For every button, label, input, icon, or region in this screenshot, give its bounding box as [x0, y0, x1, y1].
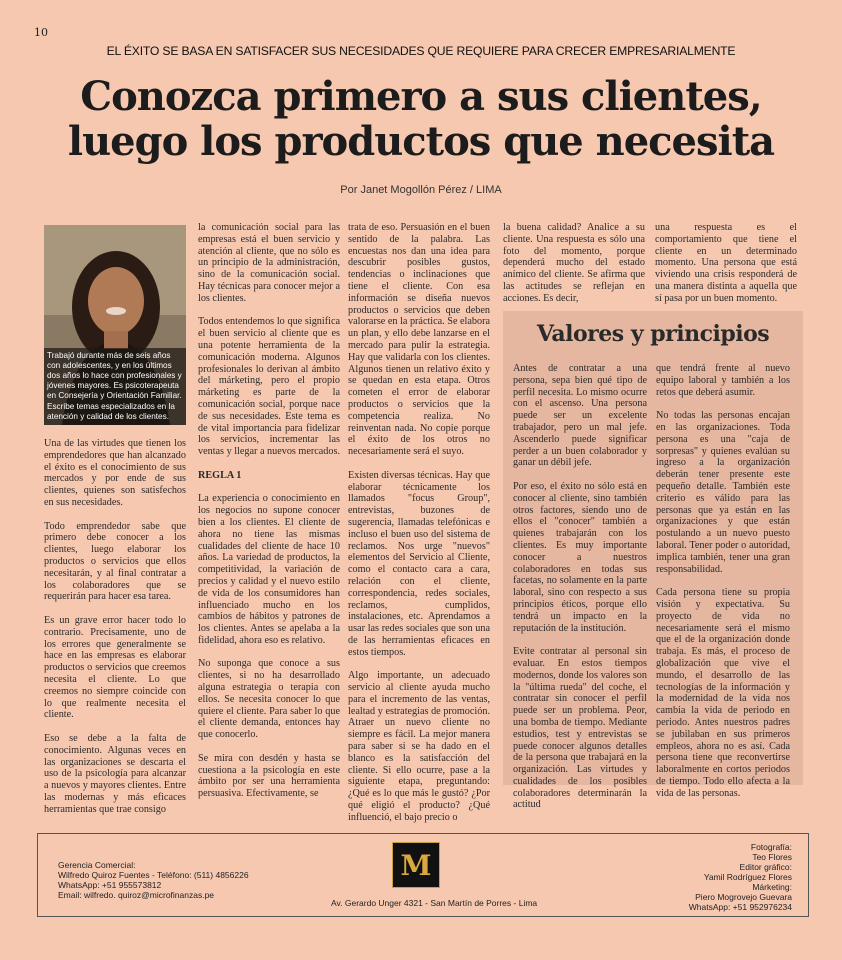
- paragraph: Se mira con desdén y hasta se cuestiona a la psicología en este ámbito por ser una herramienta persuasiva. Efectivamente, se: [198, 752, 340, 800]
- paragraph: No todas las personas encajan en las organizaciones. Toda persona es una "caja de sorpresas" y quienes evalúan su ingreso a la organización deberán tener presente este pequeño detalle. También este criterio es válido para las personas que ya están en las organizaciones y que están postulando a un nuevo puesto laboral. Tener poder o autoridad, implica también, tener una gran responsabilidad.: [656, 410, 790, 575]
- footer-credits: [37, 833, 809, 917]
- footer-commercial-info: [58, 860, 249, 900]
- section-heading: REGLA 1: [198, 469, 242, 481]
- headline-line-2: luego los productos que necesita: [67, 118, 775, 165]
- paragraph: Por eso, el éxito no sólo está en conocer al cliente, sino también otros factores, siendo uno de ellos el "conocer" también a quienes trabajarán con los clientes. Es muy importante conocer a nuestros colaboradores en todas sus facetas, no solamente en la parte laboral, sino con respecto a sus principios éticos, porque ello tendrá un impacto en la reputación de la institución.: [513, 480, 647, 634]
- article-column-3: [348, 222, 490, 835]
- paragraph: Una de las virtudes que tienen los emprendedores que han alcanzado el éxito es el conocimiento de sus mercados y por ende de sus clientes, quienes son satisfechos en sus necesidades.: [44, 438, 186, 508]
- paragraph: la comunicación social para las empresas está el buen servicio y atención al cliente, que no sólo es un principio de la administración, sino de la comunicación social. Hay técnicas para conocer mejor a los clientes.: [198, 222, 340, 304]
- paragraph: Es un grave error hacer todo lo contrario. Precisamente, uno de los errores que generalmente se hace en las empresas es elaborar productos o servicios que creemos necesita el cliente. Lo que creemos no siempre coincide con lo que realmente necesita el cliente.: [44, 614, 186, 721]
- kicker: EL ÉXITO SE BASA EN SATISFACER SUS NECESIDADES QUE REQUIERE PARA CRECER EMPRESARIALMENTE: [106, 44, 736, 58]
- footer-line: Fotografía:: [750, 842, 792, 852]
- paragraph: Eso se debe a la falta de conocimiento. Algunas veces en las organizaciones se descarta el uso de la psicología para alcanzar a nuevos y mayores clientes. Entre las modernas y más eficaces herramientas que trae consigo: [44, 732, 186, 815]
- footer-staff-credits: [689, 842, 792, 912]
- page-number: 10: [34, 26, 48, 39]
- paragraph: Todos entendemos lo que significa el buen servicio al cliente que es una potente herramienta de la comunicación moderna. Algunos profesionales lo derivan al ámbito del márketing, pero el propio márketing es parte de la comunicación social, porque nace de sus necesidades. Este tema es de vital importancia para fidelizar los servicios, incrementar las ventas y llegar a nuevos mercados.: [198, 316, 341, 458]
- paragraph: La experiencia o conocimiento en los negocios no supone conocer bien a los clientes. El cliente de ahora no tiene las mismas cualidades del cliente de hace 10 años. La variedad de productos, la competitividad, la variación de precios y calidad y el nuevo estilo de vida de los consumidores han influenciado mucho en los cambios de hábitos y patrones de los clientes. Antes se apelaba a la fidelidad, ahora eso es relativo.: [198, 493, 340, 646]
- paragraph: que tendrá frente al nuevo equipo laboral y también a los retos que deberá asumir.: [656, 363, 790, 398]
- photo-caption: Trabajó durante más de seis años con adolescentes, y en los últimos dos años lo hace con profesionales y jóvenes mayores. Es psicoterapeuta en Consejería y Orientación Familiar. Escribe temas especializados en la atención y calidad de los clientes.: [44, 348, 186, 425]
- article-column-2: [198, 222, 340, 812]
- sidebar-title: Valores y principios: [536, 321, 770, 347]
- sidebar-column-left: [513, 363, 647, 823]
- footer-line: WhatsApp: +51 955573812: [58, 880, 162, 890]
- logo-letter: M: [400, 849, 432, 882]
- footer-line: Piero Mogrovejo Guevara: [695, 892, 792, 902]
- paragraph: Antes de contratar a una persona, sepa bien qué tipo de perfil necesita. Lo mismo ocurre con el ascenso. Una persona puede ser un excelente trabajador, pero un mal jefe. Ascenderlo puede significar perder a un buen colaborador y ganar un débil jefe.: [513, 363, 647, 469]
- headline-line-1: Conozca primero a sus clientes,: [80, 73, 762, 120]
- paragraph: una respuesta es el comportamiento que tiene el cliente en un determinado momento. Una persona que está viviendo una crisis responderá de una manera distinta a aquella que sí pasa por un buen momento.: [655, 222, 797, 304]
- paragraph: No suponga que conoce a sus clientes, si no ha desarrollado alguna estrategia o terapia con ellos. Se necesita conocer lo que quiere el cliente. Para saber lo que el cliente demanda, entonces hay que conocerlo.: [198, 658, 340, 741]
- magazine-logo: [392, 842, 440, 888]
- paragraph: Algo importante, un adecuado servicio al cliente ayuda mucho para el incremento de las ventas, lealtad y estrategias de promoción. Atraer un nuevo cliente no siempre es fácil. La mejor manera para saber si se ha dado en el blanco es la satisfacción del cliente. Si ello ocurre, pase a la siguiente etapa, preguntando: ¿Qué es lo que más le gustó? ¿Por qué eligió el producto? ¿Qué influenció, el bajo precio o: [348, 670, 490, 823]
- sidebar-column-right: [656, 363, 790, 811]
- author-photo: [44, 225, 186, 425]
- paragraph: Existen diversas técnicas. Hay que elaborar técnicamente los llamados "focus Group", entrevistas, buzones de sugerencia, llamadas telefónicas e incluso el buen uso del sistema de reclamos. Nos urge "nuevos" elementos del Servicio al Cliente, como el contacto cara a cara, relación con el cliente, correspondencia, redes sociales, reclamos, cumplidos, instalaciones, etc. Aprendamos a usar las redes sociales que son una de las herramientas eficaces en estos tiempos.: [348, 469, 490, 658]
- paragraph: Cada persona tiene su propia visión y expectativa. Su proyecto de vida no necesariamente será el mismo que el de la organización donde trabaja. Es más, el proceso de globalización que vive el mundo, el desarrollo de las tecnologías de la información y la modernidad de la vida nos cambia la vida de periodo en periodo. Antes nuestros padres se jubilaban en sus primeros empleos, ahora no es así. Cada persona tiene que reconvertirse laboralmente en cortos periodos de tiempo. Todo ello afecta a la vida de las personas.: [656, 587, 790, 799]
- paragraph: Evite contratar al personal sin evaluar. En estos tiempos modernos, donde los valores son la "última rueda" del coche, el contratar sin conocer el perfil puede ser un problema. Peor, una bomba de tiempo. Mediante estudios, test y entrevistas se puede conocer algunos detalles de la persona que trabajará en la organización. Las virtudes y cualidades de los posibles colaboradores determinarán la actitud: [513, 646, 647, 811]
- byline: Por Janet Mogollón Pérez / LIMA: [340, 184, 502, 196]
- headline: [0, 74, 842, 164]
- paragraph: trata de eso. Persuasión en el buen sentido de la palabra. Las encuestas nos dan una idea para descubrir posibles gustos, tendencias o inclinaciones que tiene el cliente. Con esa información se diseña nuevos productos o servicios que deben valorarse en la práctica. Se elabora un plan, y ello debe lanzarse en el mercado para pulir la estrategia. Hay que validarla con los clientes. Algunos tienen un relativo éxito y se quedan en esta etapa. Otros cometen el error de elaborar productos o servicios que la competencia realiza. No reinventan nada. No copie porque el éxito de los otros no necesariamente será el suyo.: [348, 222, 490, 458]
- footer-line: Wilfredo Quiroz Fuentes - Teléfono: (511) 4856226: [58, 870, 249, 880]
- footer-line: Email: wilfredo. quiroz@microfinanzas.pe: [58, 890, 215, 900]
- footer-line: Gerencia Comercial:: [58, 860, 136, 870]
- article-column-1: [44, 438, 186, 827]
- article-column-4: [503, 222, 645, 316]
- article-column-5: [655, 222, 797, 316]
- footer-line: Editor gráfico:: [739, 862, 792, 872]
- paragraph: la buena calidad? Analice a su cliente. Una respuesta es sólo una foto del momento, porque dependerá mucho del estado anímico del cliente. Se afirma que las actitudes se reflejan en acciones. Es decir,: [503, 222, 645, 304]
- footer-line: Yamil Rodríguez Flores: [703, 872, 792, 882]
- footer-line: WhatsApp: +51 952976234: [688, 902, 792, 912]
- paragraph: Todo emprendedor sabe que primero debe conocer a los clientes, luego elaborar los productos o servicios que ellos necesitarán, y al final contratar a los colaboradores que se requerirán para hacer esa tarea.: [44, 520, 186, 603]
- sidebar-box: [503, 311, 803, 811]
- footer-line: Teo Flores: [752, 852, 792, 862]
- footer-address: Av. Gerardo Unger 4321 - San Martín de Porres - Lima: [331, 898, 538, 908]
- footer-line: Márketing:: [752, 882, 792, 892]
